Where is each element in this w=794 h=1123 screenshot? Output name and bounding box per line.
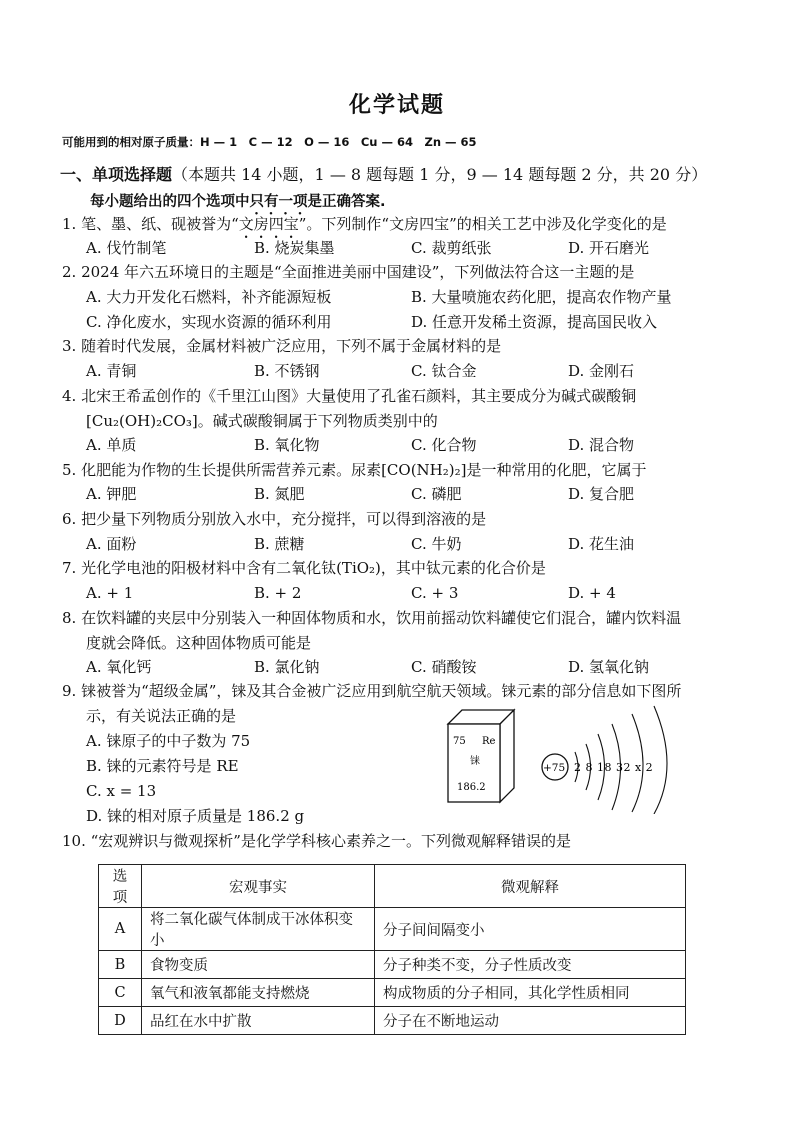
q8-option-c: C. 硝酸铵 <box>411 658 477 676</box>
table-row: A 将二氧化碳气体制成干冰体积变小 分子间间隔变小 <box>99 908 686 951</box>
q1-option-d: D. 开石磨光 <box>568 239 650 257</box>
question-4-line1: 4. 北宋王希孟创作的《千里江山图》大量使用了孔雀石颜料，其主要成分为碱式碳酸铜 <box>62 387 637 405</box>
header-micro: 微观解释 <box>375 865 686 908</box>
q2-option-b: B. 大量喷施农药化肥，提高农作物产量 <box>411 288 672 306</box>
q6-option-b: B. 蔗糖 <box>254 535 305 553</box>
table-row: C 氧气和液氧都能支持燃烧 构成物质的分子相同，其化学性质相同 <box>99 979 686 1007</box>
question-3: 3. 随着时代发展，金属材料被广泛应用，下列不属于金属材料的是 <box>62 337 502 355</box>
nucleus-charge: +75 <box>543 762 566 774</box>
q4-option-c: C. 化合物 <box>411 436 477 454</box>
q5-option-c: C. 磷肥 <box>411 485 462 503</box>
question-6: 6. 把少量下列物质分别放入水中，充分搅拌，可以得到溶液的是 <box>62 510 487 528</box>
page-title: 化学试题 <box>348 93 445 118</box>
q6-option-c: C. 牛奶 <box>411 535 462 553</box>
question-4-line2: [Cu₂(OH)₂CO₃]。碱式碳酸铜属于下列物质类别中的 <box>86 412 438 430</box>
q7-option-b: B. + 2 <box>254 584 302 602</box>
q8-option-a: A. 氧化钙 <box>86 658 152 676</box>
question-10: 10. “宏观辨识与微观探析”是化学学科核心素养之一。下列微观解释错误的是 <box>62 832 571 850</box>
q9-option-c: C. x = 13 <box>86 782 157 800</box>
q5-option-b: B. 氮肥 <box>254 485 305 503</box>
q3-option-d: D. 金刚石 <box>568 362 635 380</box>
question-5: 5. 化肥能为作物的生长提供所需营养元素。尿素[CO(NH₂)₂]是一种常用的化肥，它属于 <box>62 461 647 479</box>
element-name: 铼 <box>470 756 480 767</box>
atomic-mass-info: 可能用到的相对原子质量：H — 1 C — 12 O — 16 Cu — 64 Zn — 65 <box>62 135 477 149</box>
q5-option-d: D. 复合肥 <box>568 485 635 503</box>
question-8-line1: 8. 在饮料罐的夹层中分别装入一种固体物质和水，饮用前摇动饮料罐使它们混合，罐内饮料温 <box>62 609 682 627</box>
section-heading <box>60 162 707 185</box>
question-7: 7. 光化学电池的阳极材料中含有二氧化钛(TiO₂)，其中钛元素的化合价是 <box>62 559 546 577</box>
q9-option-a: A. 铼原子的中子数为 75 <box>86 732 251 750</box>
section-title: 一、单项选择题 <box>60 165 173 184</box>
element-cell <box>448 710 514 802</box>
question-8-line2: 度就会降低。这种固体物质可能是 <box>86 634 312 652</box>
electron-shells: 2 8 18 32 x 2 <box>574 761 654 774</box>
question-1: 1. 笔、墨、纸、砚被誉为“文房四宝”。下列制作“文房四宝”的相关工艺中涉及化学变化的是 <box>62 215 667 233</box>
q3-option-c: C. 钛合金 <box>411 362 477 380</box>
table-row: D 品红在水中扩散 分子在不断地运动 <box>99 1007 686 1035</box>
atomic-mass: 186.2 <box>457 782 486 793</box>
section-note: 每小题给出的四个选项中只有一项是正确答案. <box>90 194 386 210</box>
q1-option-c: C. 裁剪纸张 <box>411 239 492 257</box>
q9-option-d: D. 铼的相对原子质量是 186.2 g <box>86 807 305 825</box>
q3-option-a: A. 青铜 <box>86 362 137 380</box>
q6-option-d: D. 花生油 <box>568 535 635 553</box>
q7-option-a: A. + 1 <box>86 584 134 602</box>
question-9-line2: 示，有关说法正确的是 <box>86 707 237 725</box>
table-row: B 食物变质 分子种类不变，分子性质改变 <box>99 951 686 979</box>
table-header <box>99 865 686 908</box>
q3-option-b: B. 不锈钢 <box>254 362 320 380</box>
q1-option-a: A. 伐竹制笔 <box>86 239 167 257</box>
question-9-line1: 9. 铼被誉为“超级金属”，铼及其合金被广泛应用到航空航天领域。铼元素的部分信息如下图所 <box>62 682 682 700</box>
q8-option-b: B. 氯化钠 <box>254 658 320 676</box>
element-symbol: Re <box>482 736 496 747</box>
q4-option-b: B. 氧化物 <box>254 436 320 454</box>
q9-option-b: B. 铼的元素符号是 RE <box>86 757 239 775</box>
header-macro: 宏观事实 <box>142 865 375 908</box>
q7-option-c: C. + 3 <box>411 584 459 602</box>
atomic-number: 75 <box>453 736 466 747</box>
q5-option-a: A. 钾肥 <box>86 485 137 503</box>
q4-option-d: D. 混合物 <box>568 436 635 454</box>
header-option: 选项 <box>99 865 142 908</box>
q1-option-b: B. 烧炭集墨 <box>254 239 335 257</box>
question-2: 2. 2024 年六五环境日的主题是“全面推进美丽中国建设”，下列做法符合这一主题的是 <box>62 263 635 281</box>
atomic-structure-diagram <box>542 706 667 814</box>
q2-option-c: C. 净化废水，实现水资源的循环利用 <box>86 313 332 331</box>
q7-option-d: D. + 4 <box>568 584 616 602</box>
q6-option-a: A. 面粉 <box>86 535 137 553</box>
rhenium-figure <box>440 704 700 814</box>
q2-option-d: D. 任意开发稀土资源，提高国民收入 <box>411 313 658 331</box>
q10-table <box>98 864 686 1035</box>
section-desc: （本题共 14 小题，1 — 8 题每题 1 分，9 — 14 题每题 2 分，共 20 分） <box>172 165 708 184</box>
q4-option-a: A. 单质 <box>86 436 137 454</box>
q2-option-a: A. 大力开发化石燃料，补齐能源短板 <box>86 288 332 306</box>
q8-option-d: D. 氢氧化钠 <box>568 658 650 676</box>
